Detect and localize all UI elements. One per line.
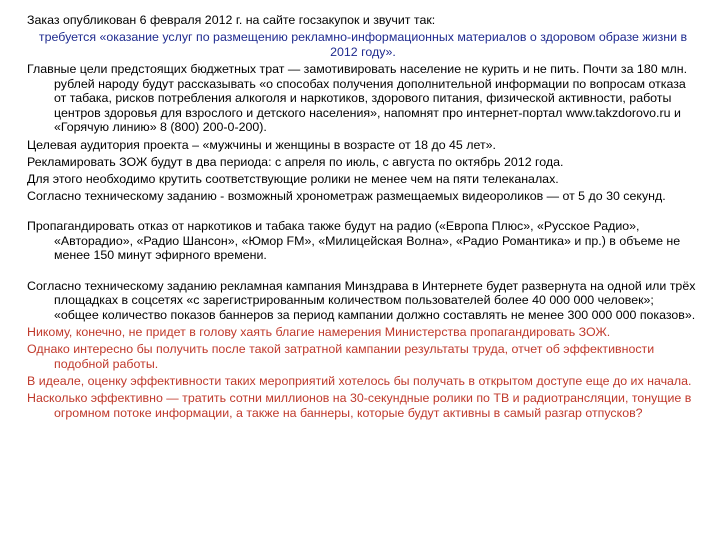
video-duration-paragraph: Согласно техническому заданию - возможный хронометраж размещаемых видеороликов — от 5 до 30 секунд. bbox=[27, 189, 666, 204]
radio-paragraph: Пропагандировать отказ от наркотиков и табака также будут на радио («Европа Плюс», «Русское Радио», «Авторадио», «Радио Шансон», «Юмор FM», «Милицейская Волна», «Радио Романтика» и пр.) в объеме не менее 150 минут эфирного времени. bbox=[27, 219, 681, 263]
periods-paragraph: Рекламировать ЗОЖ будут в два периода: с апреля по июль, с августа по октябрь 2012 года. bbox=[27, 154, 564, 169]
commentary-effectiveness: Насколько эффективно — тратить сотни миллионов на 30-секундные ролики по ТВ и радиотрансляции, тонущие в огромном потоке информации, а также на баннеры, которые будут активны в самый разгар отпусков? bbox=[27, 391, 692, 420]
commentary-open-access: В идеале, оценку эффективности таких мероприятий хотелось бы получать в открытом доступе еще до их начала. bbox=[27, 374, 692, 388]
paragraph-gap bbox=[27, 206, 699, 219]
commentary-intentions: Никому, конечно, не придет в голову хаять благие намерения Министерства пропагандировать ЗОЖ. bbox=[27, 325, 611, 340]
paragraph-gap bbox=[27, 266, 699, 279]
goals-paragraph: Главные цели предстоящих бюджетных трат — замотивировать население не курить и не пить. Почти за 180 млн. рублей народу будут рассказывать «о способах получения дополнительной информации по вопросам отказа от табака, рисков потребления алкоголя и наркотиков, здорового питания, физической активности, работы центров здоровья для взрослого и детского населения», напомнят про интернет-портал www.takzdorovo.ru и «Горячую линию» 8 (800) 200-0-200). bbox=[27, 61, 688, 135]
slide-text-body bbox=[27, 13, 699, 423]
tender-quote: требуется «оказание услуг по размещению рекламно-информационных материалов о здоровом образе жизни в 2012 году». bbox=[38, 30, 688, 59]
target-audience-paragraph: Целевая аудитория проекта – «мужчины и женщины в возрасте от 18 до 45 лет». bbox=[27, 137, 496, 152]
intro-paragraph: Заказ опубликован 6 февраля 2012 г. на сайте госзакупок и звучит так: bbox=[27, 13, 436, 27]
commentary-results: Однако интересно бы получить после такой затратной кампании результаты труда, отчет об эффективности подобной работы. bbox=[27, 342, 655, 371]
internet-campaign-paragraph: Согласно техническому заданию рекламная кампания Минздрава в Интернете будет развернута на одной или трёх площадках в соцсетях «с зарегистрированным количеством пользователей более 40 000 000 человек»; «общее количество показов баннеров за период кампании должно составлять не менее 300 000 000 показов». bbox=[27, 278, 696, 322]
tv-channels-paragraph: Для этого необходимо крутить соответствующие ролики не менее чем на пяти телеканалах. bbox=[27, 171, 559, 186]
